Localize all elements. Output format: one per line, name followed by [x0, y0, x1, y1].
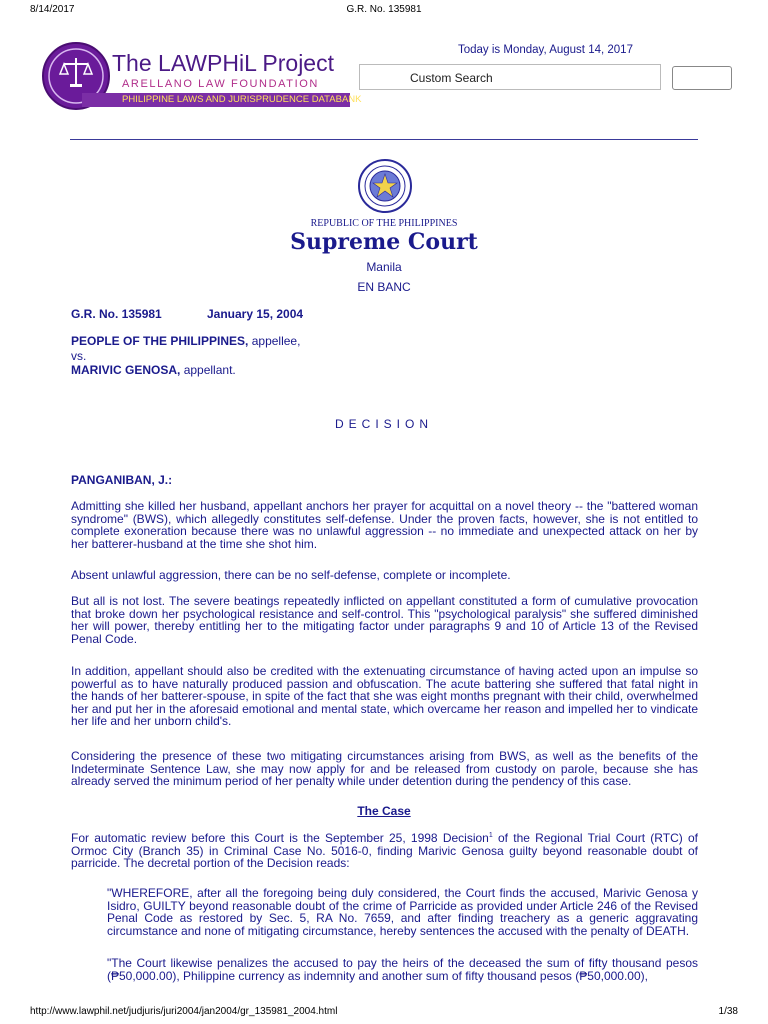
body-paragraph: But all is not lost. The severe beatings repeatedly inflicted on appellant constituted a form of cumulative provocation that broke down her psychological resistance and self-control. This "psychological paralysis" she suffered diminished her will power, thereby entitling her to the mitigating factor under paragraphs 9 and 10 of Article 13 of the Revised Penal Code. — [71, 594, 698, 646]
party2-role: appellant. — [183, 363, 236, 377]
print-date: 8/14/2017 — [30, 4, 75, 15]
print-footer — [0, 1006, 768, 1022]
party1-name: PEOPLE OF THE PHILIPPINES, — [71, 334, 249, 348]
page-url: http://www.lawphil.net/judjuris/juri2004/jan2004/gr_135981_2004.html — [30, 1006, 338, 1017]
quoted-paragraph: "WHEREFORE, after all the foregoing being duly considered, the Court finds the accused, Marivic Genosa y Isidro, GUILTY beyond reasonable doubt of the crime of Parricide as provided under Article 246 of the Revised Penal Code as restored by Sec. 5, RA No. 7659, and after finding treachery as a generic aggravating circumstance and none of mitigating circumstance, hereby sentences the accused with the penalty of DEATH. — [107, 886, 698, 938]
republic-heading: REPUBLIC OF THE PHILIPPINES — [310, 218, 458, 229]
lawphil-logo[interactable] — [40, 40, 362, 118]
review-text-after: of the Regional Trial Court (RTC) of Ormoc City (Branch 35) in Criminal Case No. 5016-0, finding Marivic Genosa guilty beyond reasonable doubt of parricide. The decretal portion of the Decision reads: — [71, 831, 698, 871]
court-city: Manila — [366, 260, 402, 274]
logo-subtitle: ARELLANO LAW FOUNDATION — [122, 78, 319, 90]
section-heading-the-case: The Case — [357, 804, 411, 818]
body-paragraph: Admitting she killed her husband, appellant anchors her prayer for acquittal on a novel theory -- the "battered woman syndrome" (BWS), which allegedly constitutes self-defense. Under the proven facts, however, she is not entitled to complete exoneration because there was no unlawful aggression -- no immediate and unexpected attack on her by her batterer-husband at the time she shot him. — [71, 499, 698, 551]
body-paragraph: In addition, appellant should also be credited with the extenuating circumstance of having acted upon an impulse so powerful as to have naturally produced passion and obfuscation. The acute battering she suffered that fatal night in the hands of her batterer-spouse, in spite of the fact that she was eight months pregnant with their child, overwhelmed her and put her in the aforesaid emotional and mental state, which overcame her reason and impelled her to vindicate her life and her unborn child's. — [71, 664, 698, 729]
ponente: PANGANIBAN, J.: — [71, 473, 173, 487]
case-number: G.R. No. 135981 — [71, 307, 162, 321]
custom-search-box — [359, 64, 661, 90]
review-paragraph — [71, 830, 698, 870]
party1-role: appellee, — [251, 334, 301, 348]
court-division: EN BANC — [357, 280, 411, 294]
decision-title: DECISION — [334, 417, 433, 431]
logo-tagline-band — [82, 93, 362, 107]
review-text-before: For automatic review before this Court is the September 25, 1998 Decision — [71, 831, 489, 845]
header-divider — [70, 139, 698, 140]
body-paragraph: Absent unlawful aggression, there can be no self-defense, complete or incomplete. — [71, 568, 511, 582]
custom-search-input[interactable] — [408, 67, 652, 89]
logo-title: The LAWPHiL Project — [112, 50, 334, 76]
party-appellee — [71, 334, 300, 348]
versus: vs. — [71, 349, 87, 363]
today-date: Today is Monday, August 14, 2017 — [458, 44, 633, 56]
case-date: January 15, 2004 — [207, 307, 304, 321]
supreme-court-seal-icon — [357, 158, 413, 214]
court-name: Supreme Court — [290, 229, 478, 255]
party2-name: MARIVIC GENOSA, — [71, 363, 181, 377]
page-number: 1/38 — [718, 1006, 738, 1017]
party-appellant — [71, 363, 236, 377]
body-paragraph: Considering the presence of these two mitigating circumstances arising from BWS, as well as the benefits of the Indeterminate Sentence Law, she may now apply for and be released from custody on parole, because she has already served the minimum period of her penalty while under detention during the pendency of this case. — [71, 749, 698, 789]
quoted-paragraph: "The Court likewise penalizes the accused to pay the heirs of the deceased the sum of fifty thousand pesos (₱50,000.00), Philippine currency as indemnity and another sum of fifty thousand pesos (₱50,000.00), — [107, 956, 698, 983]
footnote-link[interactable]: 1 — [488, 832, 493, 839]
search-button[interactable] — [672, 66, 732, 90]
print-title: G.R. No. 135981 — [346, 4, 422, 15]
print-header — [0, 4, 768, 20]
logo-tagline: PHILIPPINE LAWS AND JURISPRUDENCE DATABANK — [122, 94, 362, 105]
